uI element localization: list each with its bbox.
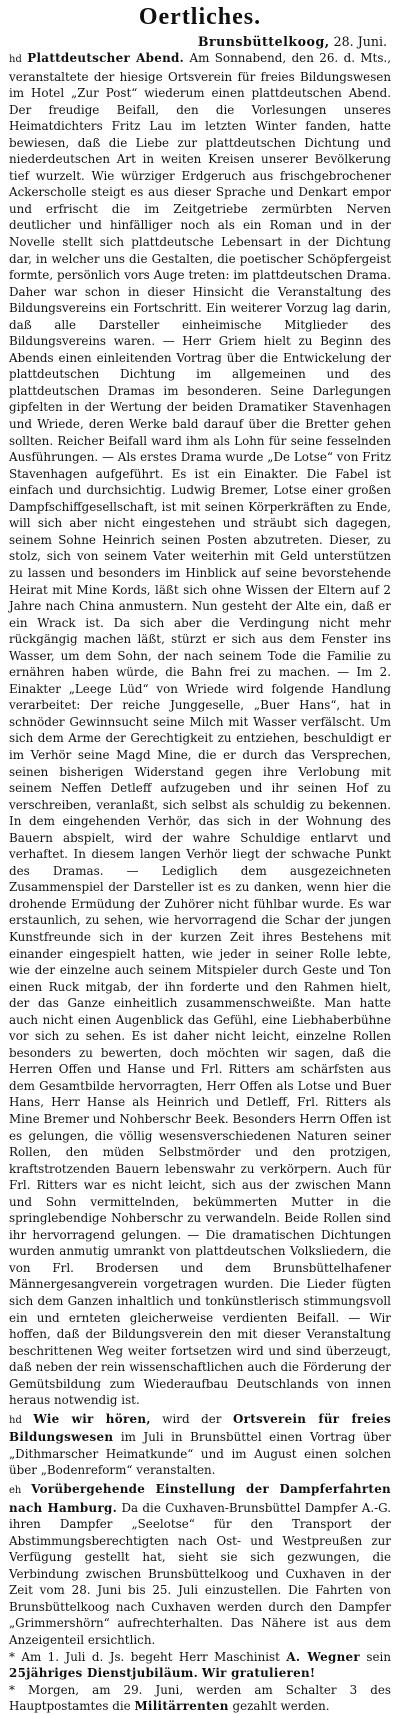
article-ortsverein-vortraege xyxy=(9,1411,391,1479)
article-headline: Vorübergehende Einstellung der Dampferfahrten nach Hamburg. xyxy=(9,1482,392,1515)
byline: eh xyxy=(9,1485,22,1497)
dateline xyxy=(9,33,391,50)
byline: hd xyxy=(9,54,22,65)
notice-dienstjubilaeum xyxy=(9,1649,391,1682)
dateline-date: 28. Juni. xyxy=(333,34,387,49)
byline: hd xyxy=(9,1414,22,1426)
notice-body: Wir gratulieren! xyxy=(201,1666,316,1681)
notice-body: Morgen, am 29. Juni, werden am Schalter 3 des Hauptpostamtes die xyxy=(9,1682,391,1714)
article-body: im Juli in Brunsbüttel einen Vortrag über „Dithmarscher Heimatkunde“ und im August einen solchen über „Bodenreform“ veranstalten. xyxy=(9,1430,391,1478)
article-body: wird der xyxy=(162,1411,222,1426)
notice-highlight: Militärrenten xyxy=(134,1699,229,1714)
article-dampferfahrten xyxy=(9,1481,391,1648)
notice-star: * xyxy=(9,1682,15,1697)
article-highlight: Ortsverein für freies Bildungswesen xyxy=(9,1411,392,1445)
article-body: Da die Cuxhaven-Brunsbüttel Dampfer A.-G. ihren Dampfer „Seelotse“ für den Transport der Abstimmungsberechtigten nach Ost- und Westpreußen zur Verfügung gestellt hat, sieht sie sich gezwungen, die Verbindung zwischen Brunsbüttelkoog und Cuxhaven in der Zeit vom 28. Juni bis 25. Juli einzustellen. Die Fahrten von Brunsbüttelkoog nach Cuxhaven werden durch den Dampfer „Grimmershörn“ aufrechterhalten. Das Nähere ist aus dem Anzeigenteil ersichtlich. xyxy=(9,1500,391,1647)
notice-body: Am 1. Juli d. Js. begeht Herr Maschinist xyxy=(21,1649,280,1664)
notice-star: * xyxy=(9,1649,15,1664)
notice-name: A. Wegner xyxy=(286,1649,360,1664)
article-lead: Wie wir hören, xyxy=(33,1411,151,1426)
notice-highlight: 25jähriges Dienstjubiläum. xyxy=(9,1666,199,1681)
article-body: Am Sonnabend, den 26. d. Mts., veranstaltete der hiesige Ortsverein für freies Bildungswesen im Hotel „Zur Post“ wiederum einen plattdeutschen Abend. Der freudige Beifall, den die Vorlesungen unseres Heimatdichters Fritz Lau im letzten Winter fanden, hatte bewiesen, daß die Liebe zur plattdeutschen Dichtung und niederdeutschen Art in weiten Kreisen unserer Bevölkerung tief wurzelt. Wie würziger Erdgeruch aus frischgebrochener Ackerscholle steigt es aus dieser Sprache und Denkart empor und erfrischt die im Zeitgetriebe zermürbten Nerven deutlicher und hinfälliger noch als ein Roman und in der Novelle stellt sich plattdeutsche Lebensart in der Dichtung dar, in welcher uns die Gestalten, die poetischer Schöpfergeist formte, persönlich vors Auge treten: im plattdeutschen Drama. Daher war schon in dieser Hinsicht die Veranstaltung des Bildungsvereins ein Fortschritt. Ein weiterer Vorzug lag darin, daß alle Darsteller einheimische Mitglieder des Bildungsvereins waren. — Herr Griem hielt zu Beginn des Abends einen einleitenden Vortrag über die Entwickelung der plattdeutschen Dichtung im allgemeinen und des plattdeutschen Dramas im besonderen. Seine Darlegungen gipfelten in der Wertung der beiden Dramatiker Stavenhagen und Wriede, deren Werke bald darauf über die Bretter gehen sollten. Reicher Beifall ward ihm als Lohn für seine fesselnden Ausführungen. — Als erstes Drama wurde „De Lotse“ von Fritz Stavenhagen aufgeführt. Es ist ein Einakter. Die Fabel ist einfach und durchsichtig. Ludwig Bremer, Lotse einer großen Dampfschiffgesellschaft, ist mit seinen Körperkräften zu Ende, will sich aber nicht eingestehen und sträubt sich dagegen, seinem Sohne Heinrich seinen Posten abzutreten. Dieser, zu stolz, sich von seinem Vater weiterhin mit Geld unterstützen zu lassen und besonders im Hinblick auf seine bevorstehende Heirat mit Mine Kords, läßt sich ohne Wissen der Eltern auf 2 Jahre nach China anmustern. Nun gesteht der Alte ein, daß er ein Wrack ist. Da sich aber die Verdingung nicht mehr rückgängig machen läßt, stürzt er sich aus dem Fenster ins Wasser, um dem Sohn, der nach seinem Tode die Familie zu ernähren haben würde, die Bahn frei zu machen. — Im 2. Einakter „Leege Lüd“ von Wriede wird folgende Handlung verarbeitet: Der reiche Junggeselle, „Buer Hans“, hat in schnöder Gewinnsucht seine Milch mit Wasser verfälscht. Um sich dem Arme der Gerechtigkeit zu entziehen, beschuldigt er im Verhör seine Magd Mine, die er durch das Versprechen, seinen bisherigen Widerstand gegen ihre Verlobung mit seinem Neffen Detleff aufzugeben und ihr seinen Hof zu verschreiben, veranlaßt, sich selbst als schuldig zu bekennen. In dem eingehenden Verhör, das sich in der Wohnung des Bauern abspielt, wird der wahre Schuldige entlarvt und verhaftet. In diesem langen Verhör liegt der schwache Punkt des Dramas. — Lediglich dem ausgezeichneten Zusammenspiel der Darsteller ist es zu danken, wenn hier die drohende Ermüdung der Zuhörer nicht fühlbar wurde. Es war erstaunlich, zu sehen, wie hervorragend die Schar der jungen Kunstfreunde sich in der kurzen Zeit ihres Bestehens mit einander eingespielt hatten, wie jeder in seiner Rolle lebte, wie der einzelne auch seinem Mitspieler durch Geste und Ton einen Ruck mitgab, der ihn forderte und den Rahmen hielt, der das Ganze einheitlich zusammenschweißte. Man hatte auch nicht einen Augenblick das Gefühl, eine Liebhaberbühne vor sich zu sehen. Es ist daher nicht leicht, einzelne Rollen besonders zu bewerten, doch möchten wir sagen, daß die Herren Offen und Hanse und Frl. Ritters am schärfsten aus dem Gesamtbilde hervorragten, Herr Offen als Lotse und Buer Hans, Herr Hanse als Heinrich und Detleff, Frl. Ritters als Mine Bremer und Nohberschr Beek. Besonders Herrn Offen ist es gelungen, die völlig wesensverschiedenen Naturen seiner Rollen, den müden Selbstmörder und den protzigen, kraftstrotzenden Bauern lebenswahr zu verkörpern. Auch für Frl. Ritters war es nicht leicht, sich aus der zwischen Mann und Sohn vermittelnden, bekümmerten Mutter in die springlebendige Nohberschr zu verwandeln. Beide Rollen sind ihr hervorragend gelungen. — Die dramatischen Dichtungen wurden anmutig umrankt von plattdeutschen Volksliedern, die von Frl. Brodersen und dem Brunsbüttelhafener Männergesangverein vorgetragen wurden. Die Lieder fügten sich dem Ganzen inhaltlich und tonkünstlerisch stimmungsvoll ein und ernteten gleicherweise verdienten Beifall. — Wir hoffen, daß der Bildungsverein den mit dieser Veranstaltung beschrittenen Weg weiter fortsetzen wird und sind überzeugt, daß neben der rein wissenschaftlichen auch die Förderung der Gemütsbildung zum Wiederaufbau Deutschlands von innen heraus notwendig ist. xyxy=(9,51,391,1408)
section-title: Oertliches. xyxy=(138,4,262,30)
article-plattdeutscher-abend xyxy=(9,50,391,1409)
notice-body: gezahlt werden. xyxy=(232,1699,330,1714)
article-headline: Plattdeutscher Abend. xyxy=(27,51,185,65)
notice-militaerrenten xyxy=(9,1682,391,1715)
notice-body: sein xyxy=(366,1649,391,1664)
dateline-place: Brunsbüttelkoog, xyxy=(197,34,330,49)
